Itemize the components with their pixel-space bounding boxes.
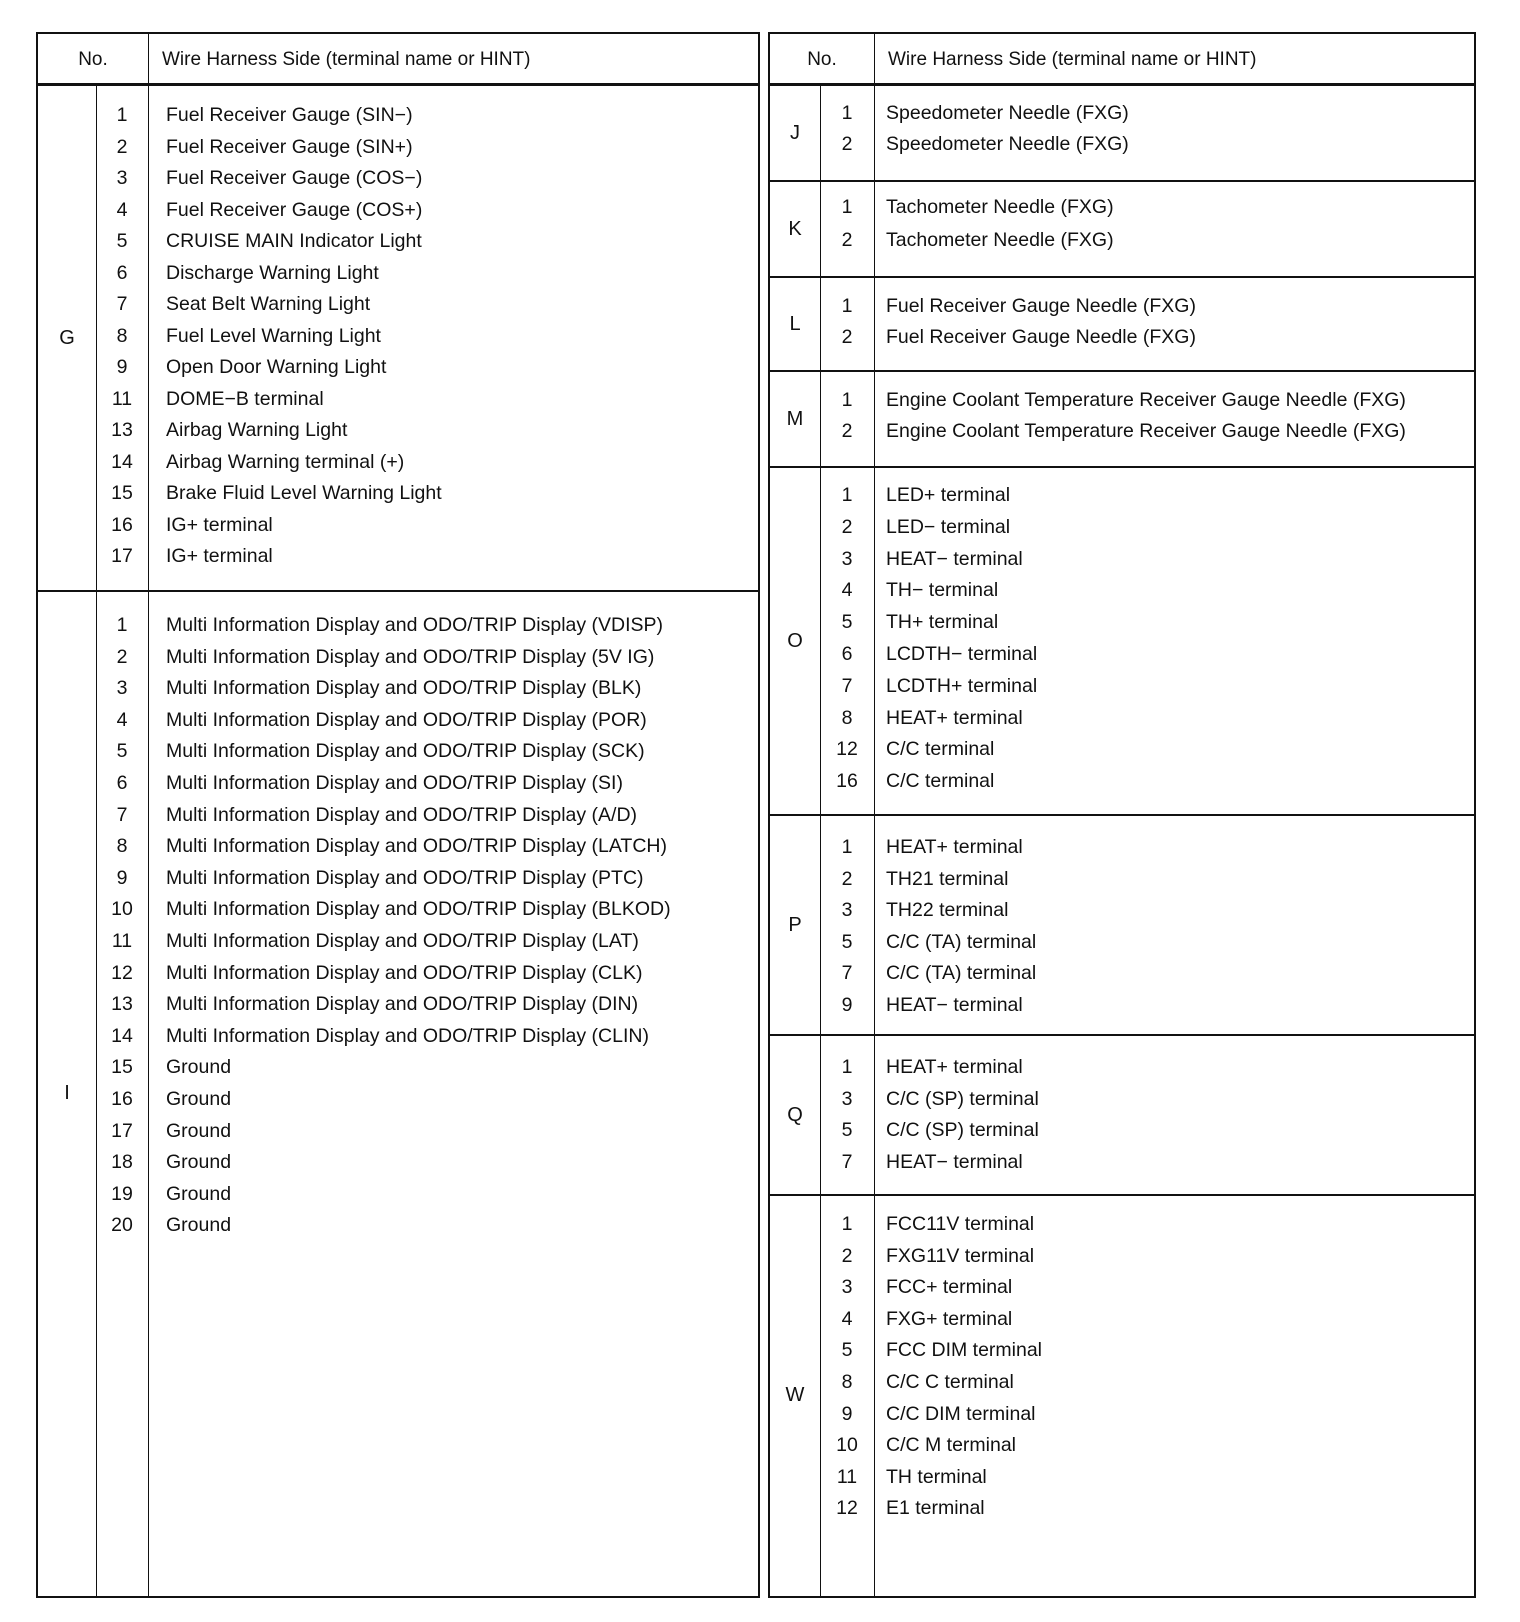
table-row — [38, 677, 758, 709]
pin-number: 2 — [116, 645, 128, 668]
table-row — [38, 930, 758, 962]
pin-number: 3 — [841, 1276, 853, 1299]
left-connector-label: I — [64, 1082, 70, 1104]
pin-number: 17 — [111, 545, 133, 567]
pin-description: C/C DIM terminal — [886, 1402, 1036, 1425]
pin-number: 2 — [841, 867, 853, 890]
pin-number: 1 — [841, 1056, 853, 1078]
pin-number: 18 — [111, 1151, 133, 1174]
table-row — [38, 993, 758, 1025]
pin-description: Ground — [166, 1056, 232, 1079]
table-row — [38, 709, 758, 741]
pin-description: Fuel Receiver Gauge (COS−) — [166, 167, 423, 189]
pin-description: FCC DIM terminal — [886, 1339, 1043, 1362]
table-row — [38, 167, 758, 199]
table-row — [38, 1056, 758, 1088]
pin-number: 3 — [841, 547, 853, 570]
pin-description: E1 terminal — [886, 1497, 985, 1520]
pin-description: Tachometer Needle (FXG) — [886, 229, 1114, 251]
pin-description: C/C M terminal — [886, 1434, 1017, 1457]
table-row — [770, 770, 1474, 802]
table-row — [770, 420, 1474, 452]
pin-number: 1 — [116, 614, 128, 636]
pin-description: FCC11V terminal — [886, 1213, 1035, 1235]
pin-description: Multi Information Display and ODO/TRIP Display (CLIN) — [166, 1024, 649, 1047]
pin-number: 8 — [841, 706, 853, 729]
table-row — [38, 482, 758, 514]
pin-number: 5 — [841, 611, 853, 634]
table-row — [770, 1151, 1474, 1183]
pin-number: 3 — [116, 677, 128, 700]
pin-number: 9 — [841, 994, 853, 1016]
pin-description: Speedometer Needle (FXG) — [886, 133, 1129, 155]
pin-description: Engine Coolant Temperature Receiver Gauge Needle (FXG) — [886, 420, 1406, 442]
pin-description: Multi Information Display and ODO/TRIP Display (SI) — [166, 772, 623, 794]
pin-number: 2 — [841, 133, 853, 155]
pin-number: 2 — [841, 229, 853, 251]
pin-number: 10 — [836, 1434, 858, 1457]
left-table-header — [38, 34, 758, 86]
pin-description: Airbag Warning Light — [166, 419, 348, 441]
right-connector-label: M — [786, 408, 804, 430]
table-row — [38, 1025, 758, 1057]
pin-description: Ground — [166, 1151, 232, 1174]
pin-number: 7 — [116, 803, 128, 826]
pin-description: Seat Belt Warning Light — [166, 293, 371, 315]
pin-description: Fuel Receiver Gauge (SIN−) — [166, 104, 413, 126]
pin-description: FXG11V terminal — [886, 1244, 1035, 1267]
pin-description: Multi Information Display and ODO/TRIP Display (BLK) — [166, 677, 642, 700]
table-row — [770, 1403, 1474, 1435]
left-connector-group — [38, 592, 758, 1596]
pin-description: C/C (TA) terminal — [886, 962, 1037, 985]
table-row — [38, 1151, 758, 1183]
table-row — [38, 835, 758, 867]
pin-description: Multi Information Display and ODO/TRIP Display (LATCH) — [166, 835, 668, 858]
pin-number: 4 — [116, 708, 128, 731]
table-row — [770, 295, 1474, 327]
pin-description: TH terminal — [886, 1465, 987, 1488]
table-row — [770, 1119, 1474, 1151]
pin-number: 1 — [841, 836, 853, 858]
left-header-no: No. — [78, 49, 108, 70]
pin-description: HEAT− terminal — [886, 1151, 1023, 1174]
right-connector-label: K — [788, 218, 802, 240]
pin-description: C/C terminal — [886, 738, 995, 761]
table-row — [38, 199, 758, 231]
pin-description: C/C (SP) terminal — [886, 1087, 1039, 1110]
connector-pin-table — [36, 32, 1476, 1598]
right-table-header — [770, 34, 1474, 86]
pin-number: 16 — [836, 770, 858, 793]
pin-number: 15 — [111, 1056, 133, 1079]
pin-description: CRUISE MAIN Indicator Light — [166, 230, 422, 252]
pin-number: 9 — [116, 866, 128, 889]
table-row — [38, 293, 758, 325]
right-connector-group — [770, 1036, 1474, 1196]
pin-number: 1 — [841, 484, 853, 506]
pin-number: 5 — [841, 1339, 853, 1362]
pin-number: 6 — [116, 772, 128, 794]
pin-number: 9 — [841, 1402, 853, 1425]
table-row — [770, 229, 1474, 261]
pin-number: 4 — [841, 1307, 853, 1330]
table-row — [770, 548, 1474, 580]
pin-number: 15 — [111, 482, 133, 504]
right-connector-label: Q — [787, 1104, 803, 1126]
pin-description: FXG+ terminal — [886, 1307, 1013, 1330]
pin-description: Fuel Level Warning Light — [166, 324, 381, 347]
table-row — [38, 962, 758, 994]
pin-number: 10 — [111, 898, 133, 921]
pin-description: TH+ terminal — [886, 611, 999, 634]
pin-number: 2 — [841, 515, 853, 538]
pin-description: Multi Information Display and ODO/TRIP Display (SCK) — [166, 740, 645, 763]
table-row — [38, 262, 758, 294]
pin-description: Tachometer Needle (FXG) — [886, 196, 1114, 218]
pin-number: 3 — [116, 167, 128, 189]
right-connector-group — [770, 278, 1474, 372]
table-row — [770, 611, 1474, 643]
pin-number: 9 — [116, 356, 128, 378]
pin-number: 6 — [841, 643, 853, 665]
pin-description: Fuel Receiver Gauge Needle (FXG) — [886, 326, 1196, 348]
pin-description: Multi Information Display and ODO/TRIP Display (CLK) — [166, 961, 643, 984]
table-row — [770, 389, 1474, 421]
pin-description: TH21 terminal — [886, 867, 1009, 890]
pin-number: 14 — [111, 1024, 133, 1047]
pin-number: 8 — [116, 324, 128, 347]
pin-description: HEAT+ terminal — [886, 836, 1023, 858]
table-row — [770, 196, 1474, 228]
right-connector-label: P — [788, 914, 802, 936]
table-row — [38, 772, 758, 804]
table-row — [38, 1120, 758, 1152]
table-row — [770, 1056, 1474, 1088]
pin-number: 2 — [116, 135, 128, 158]
right-connector-label: L — [789, 313, 801, 335]
pin-number: 3 — [841, 899, 853, 922]
table-row — [770, 1339, 1474, 1371]
table-row — [770, 484, 1474, 516]
pin-number: 6 — [116, 261, 128, 284]
table-row — [770, 1213, 1474, 1245]
pin-number: 3 — [841, 1087, 853, 1110]
table-row — [38, 646, 758, 678]
table-row — [770, 326, 1474, 358]
table-row — [770, 643, 1474, 675]
pin-description: Discharge Warning Light — [166, 261, 379, 284]
pin-description: DOME−B terminal — [166, 387, 324, 410]
left-header-description: Wire Harness Side (terminal name or HINT) — [162, 49, 531, 70]
pin-number: 20 — [111, 1214, 133, 1237]
pin-number: 13 — [111, 993, 133, 1016]
table-row — [770, 579, 1474, 611]
pin-description: Multi Information Display and ODO/TRIP Display (PTC) — [166, 866, 644, 889]
pin-number: 5 — [116, 740, 128, 763]
pin-description: C/C C terminal — [886, 1371, 1014, 1393]
pin-description: Ground — [166, 1119, 232, 1142]
right-connector-group — [770, 816, 1474, 1036]
table-row — [38, 1183, 758, 1215]
right-connector-group — [770, 86, 1474, 182]
table-row — [770, 899, 1474, 931]
table-row — [38, 614, 758, 646]
pin-description: Ground — [166, 1214, 232, 1237]
pin-number: 12 — [836, 1497, 858, 1520]
pin-description: Multi Information Display and ODO/TRIP Display (A/D) — [166, 803, 638, 826]
pin-description: HEAT+ terminal — [886, 706, 1023, 729]
table-row — [770, 1088, 1474, 1120]
table-row — [38, 136, 758, 168]
table-row — [38, 451, 758, 483]
pin-number: 4 — [841, 579, 853, 602]
pin-number: 5 — [116, 230, 128, 252]
left-connector-group — [38, 86, 758, 592]
table-row — [770, 994, 1474, 1026]
pin-description: Multi Information Display and ODO/TRIP Display (VDISP) — [166, 614, 664, 636]
table-row — [770, 1308, 1474, 1340]
pin-number: 1 — [841, 389, 853, 411]
pin-description: Multi Information Display and ODO/TRIP Display (DIN) — [166, 993, 639, 1016]
pin-number: 11 — [836, 1465, 858, 1488]
table-row — [38, 740, 758, 772]
table-row — [38, 804, 758, 836]
table-row — [770, 707, 1474, 739]
right-connector-group — [770, 1196, 1474, 1596]
left-connector-label: G — [59, 327, 75, 349]
right-connector-group — [770, 468, 1474, 816]
pin-number: 12 — [836, 738, 858, 761]
pin-description: Open Door Warning Light — [166, 356, 387, 378]
table-row — [38, 419, 758, 451]
pin-description: IG+ terminal — [166, 513, 273, 536]
right-connector-label: O — [787, 630, 803, 652]
pin-number: 5 — [841, 930, 853, 953]
pin-number: 5 — [841, 1119, 853, 1142]
pin-number: 11 — [111, 387, 133, 410]
pin-description: LCDTH− terminal — [886, 643, 1038, 665]
pin-description: Brake Fluid Level Warning Light — [166, 482, 442, 504]
table-row — [770, 1497, 1474, 1529]
pin-description: LED+ terminal — [886, 484, 1011, 506]
right-connector-label: J — [790, 122, 800, 144]
pin-description: C/C (TA) terminal — [886, 930, 1037, 953]
pin-number: 11 — [111, 930, 133, 952]
table-row — [770, 102, 1474, 134]
pin-description: C/C (SP) terminal — [886, 1119, 1039, 1142]
table-row — [38, 545, 758, 577]
pin-description: TH− terminal — [886, 579, 999, 602]
pin-number: 19 — [111, 1182, 133, 1205]
pin-description: LED− terminal — [886, 515, 1011, 538]
table-row — [770, 962, 1474, 994]
pin-description: Engine Coolant Temperature Receiver Gauge Needle (FXG) — [886, 389, 1406, 411]
table-row — [770, 1371, 1474, 1403]
pin-description: TH22 terminal — [886, 899, 1009, 922]
table-row — [38, 230, 758, 262]
table-row — [38, 104, 758, 136]
pin-number: 8 — [841, 1371, 853, 1393]
pin-description: Fuel Receiver Gauge (COS+) — [166, 198, 423, 221]
pin-number: 1 — [841, 102, 853, 124]
pin-number: 7 — [841, 1151, 853, 1174]
pin-description: Multi Information Display and ODO/TRIP Display (5V IG) — [166, 645, 655, 668]
table-row — [38, 325, 758, 357]
pin-description: LCDTH+ terminal — [886, 674, 1038, 697]
pin-description: Multi Information Display and ODO/TRIP Display (POR) — [166, 708, 647, 731]
pin-number: 13 — [111, 419, 133, 441]
pin-description: Multi Information Display and ODO/TRIP Display (BLKOD) — [166, 898, 671, 921]
right-header-no: No. — [807, 49, 837, 70]
left-table — [36, 32, 760, 1598]
pin-number: 2 — [841, 326, 853, 348]
pin-number: 7 — [116, 293, 128, 315]
table-row — [38, 514, 758, 546]
pin-description: Speedometer Needle (FXG) — [886, 102, 1129, 124]
right-connector-group — [770, 182, 1474, 278]
right-connector-label: W — [785, 1384, 805, 1406]
table-row — [38, 356, 758, 388]
pin-description: Fuel Receiver Gauge (SIN+) — [166, 135, 413, 158]
right-connector-group — [770, 372, 1474, 468]
pin-number: 4 — [116, 198, 128, 221]
table-row — [38, 898, 758, 930]
table-row — [770, 1276, 1474, 1308]
table-row — [38, 1088, 758, 1120]
table-row — [770, 133, 1474, 165]
pin-description: HEAT− terminal — [886, 547, 1023, 570]
pin-number: 16 — [111, 513, 133, 536]
pin-number: 7 — [841, 674, 853, 697]
table-row — [770, 868, 1474, 900]
table-row — [770, 516, 1474, 548]
pin-number: 8 — [116, 835, 128, 858]
right-header-description: Wire Harness Side (terminal name or HINT) — [888, 49, 1257, 70]
table-row — [770, 1466, 1474, 1498]
table-row — [770, 931, 1474, 963]
pin-number: 2 — [841, 420, 853, 442]
pin-description: HEAT+ terminal — [886, 1056, 1023, 1078]
pin-number: 2 — [841, 1244, 853, 1267]
pin-description: Fuel Receiver Gauge Needle (FXG) — [886, 295, 1196, 317]
pin-description: IG+ terminal — [166, 545, 273, 567]
pin-number: 7 — [841, 962, 853, 985]
right-table — [768, 32, 1476, 1598]
pin-number: 1 — [841, 295, 853, 317]
pin-description: Ground — [166, 1182, 232, 1205]
table-row — [770, 1434, 1474, 1466]
pin-description: Airbag Warning terminal (+) — [166, 450, 405, 473]
table-row — [38, 388, 758, 420]
pin-description: C/C terminal — [886, 770, 995, 793]
table-row — [38, 1214, 758, 1246]
table-row — [770, 1245, 1474, 1277]
pin-number: 17 — [111, 1119, 133, 1142]
table-row — [770, 675, 1474, 707]
pin-number: 1 — [841, 1213, 853, 1235]
pin-description: Multi Information Display and ODO/TRIP Display (LAT) — [166, 930, 639, 952]
pin-number: 1 — [841, 196, 853, 218]
pin-number: 16 — [111, 1088, 133, 1110]
pin-number: 14 — [111, 450, 133, 473]
table-row — [38, 867, 758, 899]
pin-description: Ground — [166, 1088, 232, 1110]
pin-description: HEAT− terminal — [886, 994, 1023, 1016]
pin-description: FCC+ terminal — [886, 1276, 1013, 1299]
table-row — [770, 738, 1474, 770]
table-row — [770, 836, 1474, 868]
pin-number: 1 — [116, 104, 128, 126]
pin-number: 12 — [111, 961, 133, 984]
